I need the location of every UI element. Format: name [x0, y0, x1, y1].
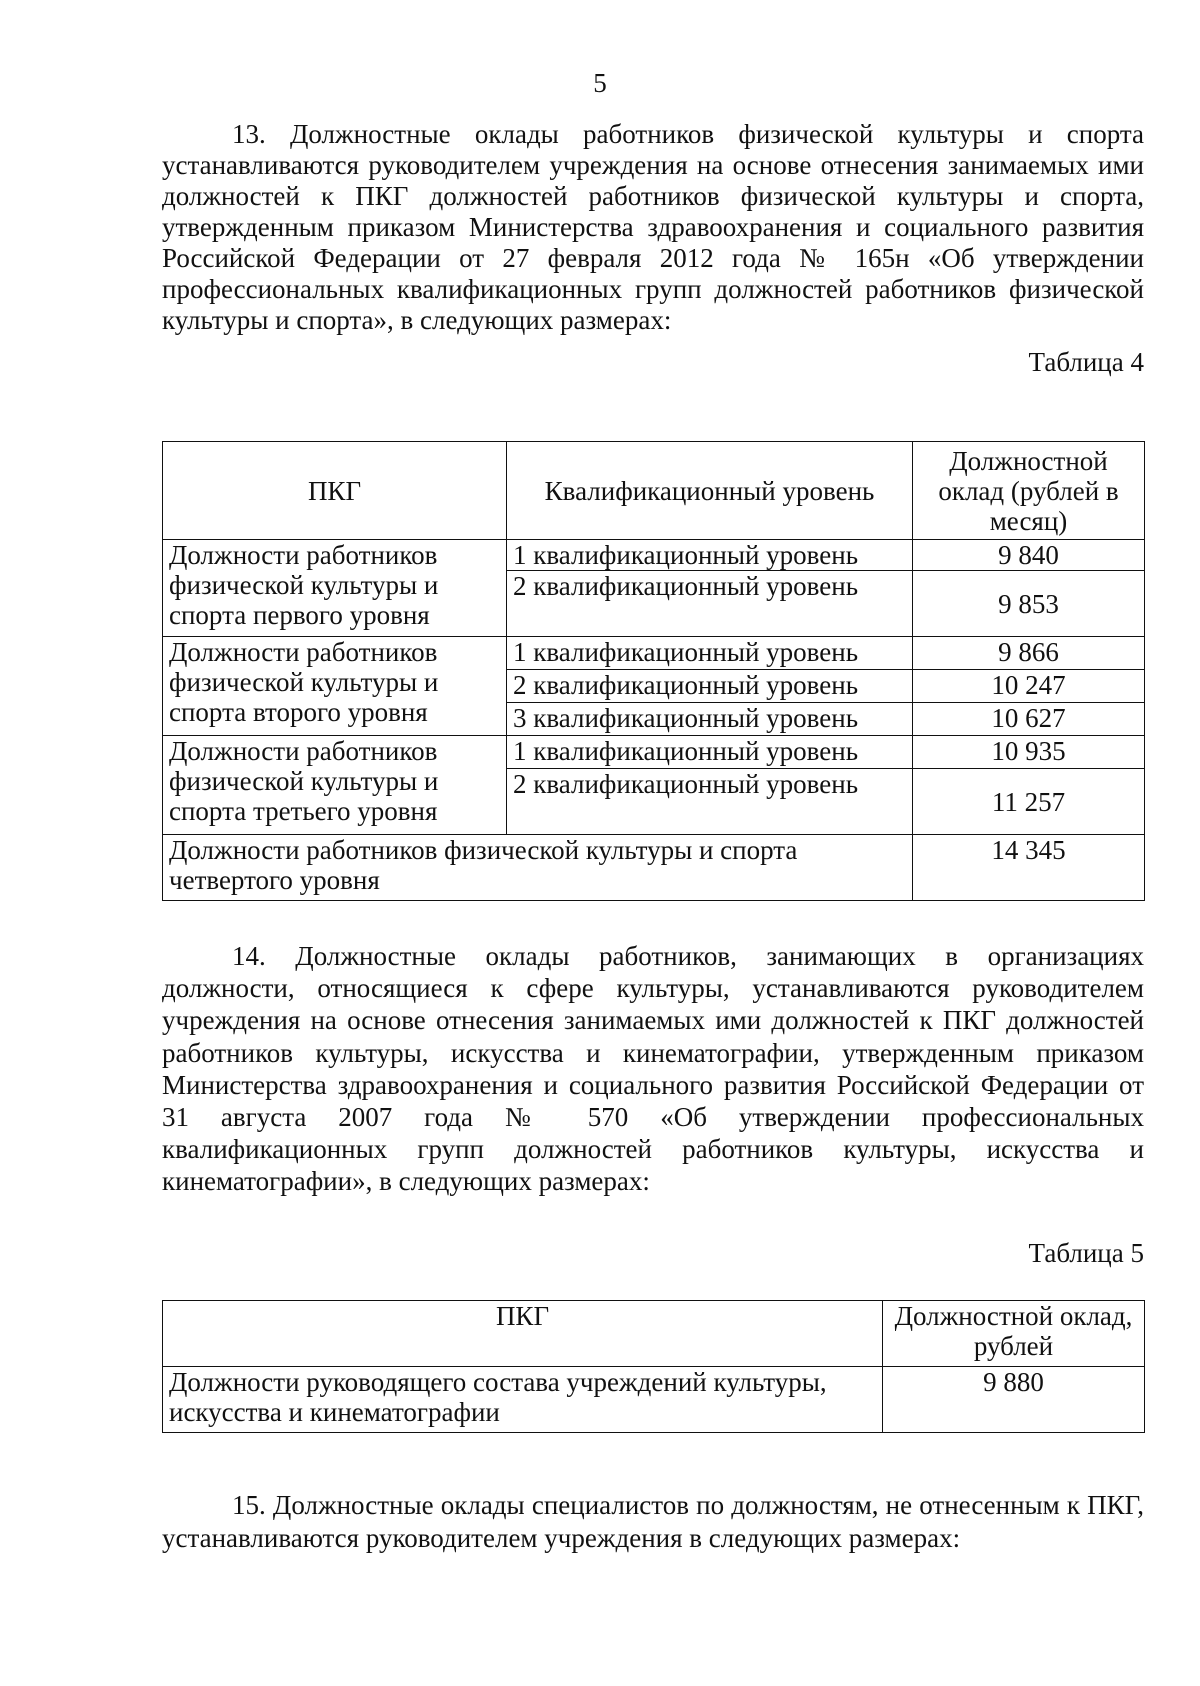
salary-cell: 10 627 — [913, 703, 1145, 736]
page-number: 5 — [593, 68, 607, 98]
table-header-row — [163, 1301, 1145, 1367]
pkg-cell: Должности работников физической культуры и спорта третьего уровня — [163, 736, 507, 835]
table-header-row — [163, 442, 1145, 540]
salary-cell: 10 935 — [913, 736, 1145, 769]
paragraph-14: 14. Должностные оклады работников, занимающих в организациях должности, относящиеся к сфере культуры, устанавливаются руководителем учреждения на основе отнесения занимаемых ими должностей к ПКГ должностей работников культуры, искусства и кинематографии, утвержденным приказом Министерства здравоохранения и социального развития Российской Федерации от 31 августа 2007 года № 570 «Об утверждении профессиональных квалификационных групп должностей работников культуры, искусства и кинематографии», в следующих размерах: — [162, 941, 1144, 1197]
salary-cell: 9 853 — [913, 571, 1145, 637]
level-cell: 2 квалификационный уровень — [507, 670, 913, 703]
salary-cell: 9 866 — [913, 637, 1145, 670]
header-pkg: ПКГ — [163, 1301, 883, 1367]
level-cell: 2 квалификационный уровень — [507, 769, 913, 835]
level-cell: 1 квалификационный уровень — [507, 637, 913, 670]
pkg-cell: Должности работников физической культуры и спорта четвертого уровня — [163, 835, 913, 901]
pkg-cell: Должности работников физической культуры и спорта первого уровня — [163, 540, 507, 637]
level-cell: 1 квалификационный уровень — [507, 540, 913, 571]
table-row — [163, 736, 1145, 769]
salary-cell: 11 257 — [913, 769, 1145, 835]
header-level: Квалификационный уровень — [507, 442, 913, 540]
table-row — [163, 637, 1145, 670]
table-4-caption: Таблица 4 — [1028, 347, 1144, 377]
salary-cell: 10 247 — [913, 670, 1145, 703]
salary-cell: 9 840 — [913, 540, 1145, 571]
table-row — [163, 540, 1145, 571]
level-cell: 3 квалификационный уровень — [507, 703, 913, 736]
pkg-cell: Должности работников физической культуры и спорта второго уровня — [163, 637, 507, 736]
level-cell: 2 квалификационный уровень — [507, 571, 913, 637]
salary-cell: 9 880 — [883, 1367, 1145, 1433]
level-cell: 1 квалификационный уровень — [507, 736, 913, 769]
header-pkg: ПКГ — [163, 442, 507, 540]
paragraph-15: 15. Должностные оклады специалистов по должностям, не отнесенным к ПКГ, устанавливаются руководителем учреждения в следующих размерах: — [162, 1490, 1144, 1553]
table-5-caption: Таблица 5 — [1028, 1238, 1144, 1268]
table-row — [163, 835, 1145, 901]
header-salary: Должностной оклад (рублей в месяц) — [913, 442, 1145, 540]
salary-cell: 14 345 — [913, 835, 1145, 901]
pkg-cell: Должности руководящего состава учреждений культуры, искусства и кинематографии — [163, 1367, 883, 1433]
header-salary: Должностной оклад, рублей — [883, 1301, 1145, 1367]
paragraph-13: 13. Должностные оклады работников физической культуры и спорта устанавливаются руководителем учреждения на основе отнесения занимаемых ими должностей к ПКГ должностей работников физической культуры и спорта, утвержденным приказом Министерства здравоохранения и социального развития Российской Федерации от 27 февраля 2012 года № 165н «Об утверждении профессиональных квалификационных групп должностей работников физической культуры и спорта», в следующих размерах: — [162, 119, 1144, 335]
table-row — [163, 1367, 1145, 1433]
table-5 — [162, 1300, 1145, 1433]
table-4 — [162, 441, 1145, 901]
